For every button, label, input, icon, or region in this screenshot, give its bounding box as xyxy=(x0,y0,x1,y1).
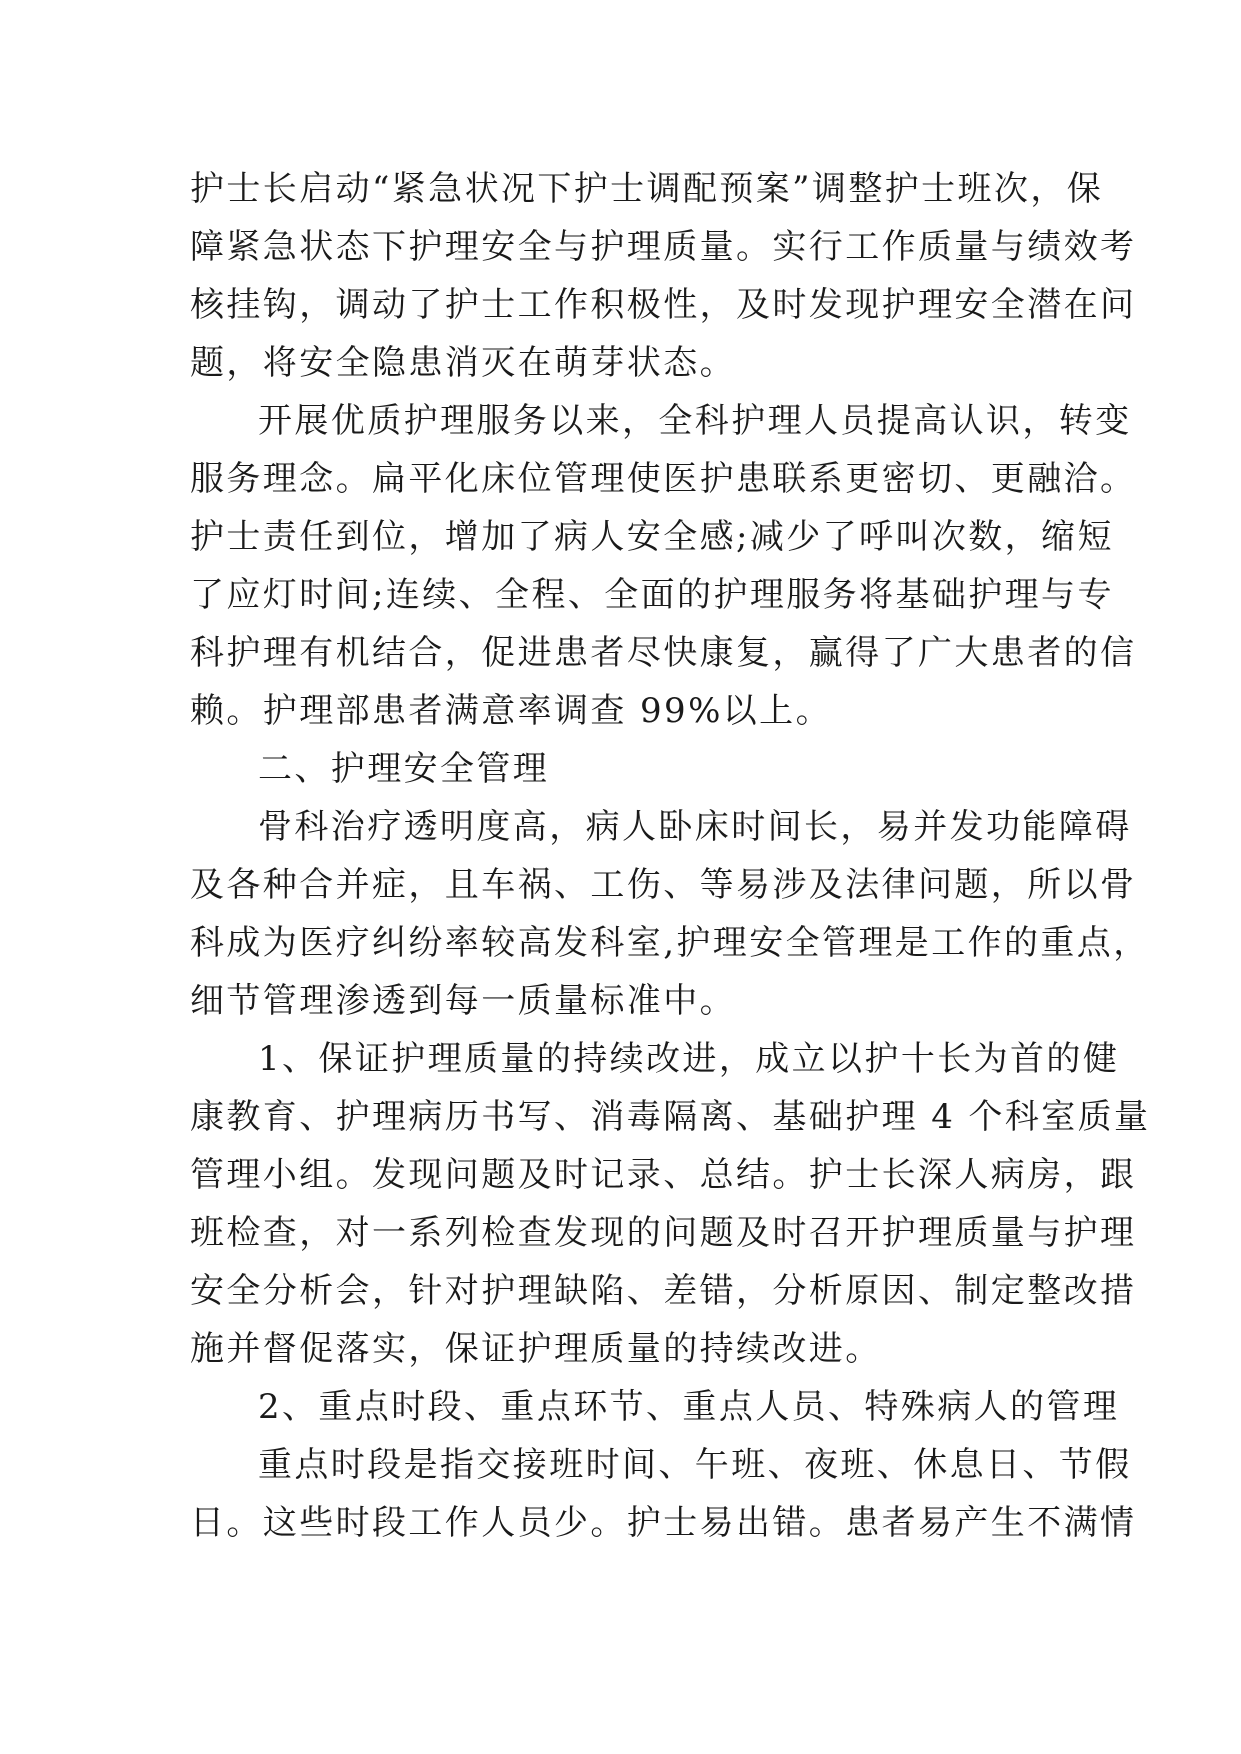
text-line: 班检查，对一系列检查发现的问题及时召开护理质量与护理 xyxy=(190,1213,1137,1253)
subsection-heading: 2、重点时段、重点环节、重点人员、特殊病人的管理 xyxy=(258,1387,1120,1427)
text-line: 护士长启动“紧急状况下护士调配预案”调整护士班次，保 xyxy=(190,169,1104,209)
text-line: 及各种合并症，且车祸、工伤、等易涉及法律问题，所以骨 xyxy=(190,865,1137,905)
text-line: 重点时段是指交接班时间、午班、夜班、休息日、节假 xyxy=(258,1445,1132,1485)
text-line: 障紧急状态下护理安全与护理质量。实行工作质量与绩效考 xyxy=(190,227,1137,267)
text-line: 了应灯时间;连续、全程、全面的护理服务将基础护理与专 xyxy=(190,575,1114,615)
text-line: 管理小组。发现问题及时记录、总结。护士长深人病房，跟 xyxy=(190,1155,1137,1195)
document-body xyxy=(190,160,1151,1552)
text-line: 细节管理渗透到每一质量标准中。 xyxy=(190,981,736,1021)
text-line: 护士责任到位，增加了病人安全感;减少了呼叫次数，缩短 xyxy=(190,517,1114,557)
text-line: 科护理有机结合，促进患者尽快康复，赢得了广大患者的信 xyxy=(190,633,1137,673)
text-line: 核挂钩，调动了护士工作积极性，及时发现护理安全潜在问 xyxy=(190,285,1137,325)
text-line: 服务理念。扁平化床位管理使医护患联系更密切、更融洽。 xyxy=(190,459,1137,499)
text-line: 科成为医疗纠纷率较高发科室,护理安全管理是工作的重点， xyxy=(190,923,1150,963)
text-line: 题，将安全隐患消灭在萌芽状态。 xyxy=(190,343,736,383)
text-line: 骨科治疗透明度高，病人卧床时间长，易并发功能障碍 xyxy=(258,807,1132,847)
text-line: 康教育、护理病历书写、消毒隔离、基础护理 4 个科室质量 xyxy=(190,1097,1151,1137)
text-line: 日。这些时段工作人员少。护士易出错。患者易产生不满情 xyxy=(190,1503,1137,1543)
text-line: 赖。护理部患者满意率调查 99%以上。 xyxy=(190,691,832,731)
text-line: 1、保证护理质量的持续改进，成立以护十长为首的健 xyxy=(258,1039,1120,1079)
text-line: 开展优质护理服务以来，全科护理人员提高认识，转变 xyxy=(258,401,1132,441)
text-line: 施并督促落实，保证护理质量的持续改进。 xyxy=(190,1329,882,1369)
section-heading: 二、护理安全管理 xyxy=(258,749,550,789)
text-line: 安全分析会，针对护理缺陷、差错，分析原因、制定整改措 xyxy=(190,1271,1137,1311)
